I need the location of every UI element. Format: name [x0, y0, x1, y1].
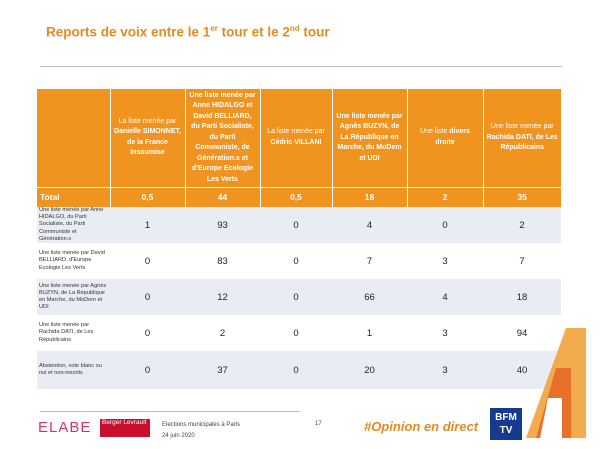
title-divider	[40, 66, 562, 67]
table-cell: 12	[185, 279, 260, 315]
table-cell: 0	[260, 279, 332, 315]
table-cell: 0	[260, 207, 332, 243]
table-cell: 0	[260, 351, 332, 389]
column-header: La liste menée par Cédric VILLANI	[260, 89, 332, 187]
survey-name: Elections municipales à Paris	[162, 422, 241, 428]
total-value: 0,5	[110, 187, 185, 207]
elabe-a-logo-icon	[526, 328, 586, 443]
table-cell: 3	[407, 243, 483, 279]
table-cell: 2	[185, 315, 260, 351]
table-header-row	[37, 89, 561, 187]
column-header: Une liste menée par Agnès BUZYN, de La République en Marche, du MoDem et UDI	[332, 89, 407, 187]
vote-transfer-table	[37, 89, 561, 389]
row-label: Une liste menée par Rachida DATI, de Les Républicains	[37, 315, 110, 351]
table-cell: 7	[332, 243, 407, 279]
table-row	[37, 351, 561, 389]
total-value: 44	[185, 187, 260, 207]
table-row	[37, 243, 561, 279]
table-cell: 2	[483, 207, 561, 243]
page-number: 17	[315, 421, 322, 427]
column-header: Une liste menée par Rachida DATI, de Les Républicains	[483, 89, 561, 187]
table-cell: 94	[483, 315, 561, 351]
hashtag: #Opinion en direct	[364, 419, 479, 434]
table-cell: 0	[110, 279, 185, 315]
table-cell: 0	[110, 243, 185, 279]
table-cell: 0	[110, 351, 185, 389]
table-cell: 3	[407, 351, 483, 389]
table-cell: 93	[185, 207, 260, 243]
total-value: 0,5	[260, 187, 332, 207]
table-cell: 40	[483, 351, 561, 389]
column-header: Une liste menée par Anne HIDALGO et David BELLIARD, du Parti Socialiste, du Parti Communiste, de Génération.s et d'Europe Ecologie Les Verts	[185, 89, 260, 187]
table-cell: 18	[483, 279, 561, 315]
total-value: 18	[332, 187, 407, 207]
footer-survey-info	[162, 420, 240, 442]
row-label: Une liste menée par Agnès BUZYN, de La République en Marche, du MoDem et UDI	[37, 279, 110, 315]
total-value: 2	[407, 187, 483, 207]
header-corner	[37, 89, 110, 187]
elabe-logo: ELABE	[38, 419, 92, 436]
survey-date: 24 juin 2020	[162, 433, 195, 439]
footer-divider	[40, 411, 300, 412]
table-row	[37, 315, 561, 351]
table-row	[37, 207, 561, 243]
total-label: Total	[37, 187, 110, 207]
table-cell: 83	[185, 243, 260, 279]
row-label: Abstention, vote blanc ou nul et non-inscrits	[37, 351, 110, 389]
table-cell: 7	[483, 243, 561, 279]
table-cell: 37	[185, 351, 260, 389]
table-cell: 66	[332, 279, 407, 315]
table-cell: 20	[332, 351, 407, 389]
column-header: La liste menée par Danielle SIMONNET, de la France Insoumise	[110, 89, 185, 187]
row-label: Une liste menée par David BELLIARD, d'Europe Ecologie Les Verts	[37, 243, 110, 279]
page-title: Reports de voix entre le 1er tour et le 2nd tour	[46, 24, 330, 40]
table-cell: 3	[407, 315, 483, 351]
table-cell: 0	[260, 243, 332, 279]
table-cell: 1	[110, 207, 185, 243]
column-header: Une liste divers droite	[407, 89, 483, 187]
table-cell: 4	[332, 207, 407, 243]
table-cell: 0	[110, 315, 185, 351]
bfm-tv-logo: BFM TV	[490, 408, 522, 440]
table-cell: 0	[260, 315, 332, 351]
row-label: Une liste menée par Anne HIDALGO, du Parti Socialiste, du Parti Communiste et Génération.s	[37, 207, 110, 243]
table-cell: 0	[407, 207, 483, 243]
table-row	[37, 279, 561, 315]
table-cell: 1	[332, 315, 407, 351]
berger-levrault-logo: Berger Levrault	[100, 419, 150, 437]
total-value: 35	[483, 187, 561, 207]
table-cell: 4	[407, 279, 483, 315]
total-row	[37, 187, 561, 207]
